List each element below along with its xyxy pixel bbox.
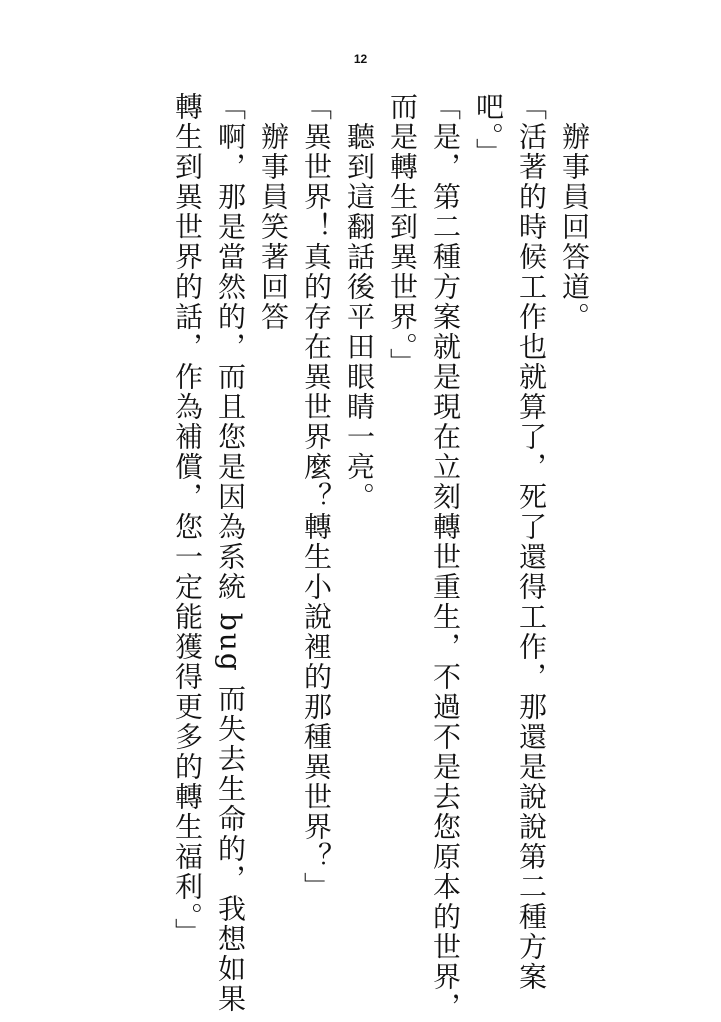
text-line-10: 轉生到異世界的話，作為補償，您一定能獲得更多的轉生福利。」 [171, 92, 204, 948]
text-line-3: 吧。」 [472, 92, 505, 168]
text-line-9: 「啊，那是當然的，而且您是因為系統 bug 而失去生命的，我想如果 [214, 92, 247, 1014]
vertical-text-body [130, 92, 591, 1022]
text-line-1: 辦事員回答道。 [558, 92, 591, 332]
text-line-4: 「是，第二種方案就是現在立刻轉世重生，不過不是去您原本的世界， [429, 92, 462, 1022]
text-line-2: 「活著的時候工作也就算了，死了還得工作，那還是說說第二種方案 [515, 92, 548, 992]
text-line-8: 辦事員笑著回答 [257, 92, 290, 332]
text-line-5: 而是轉生到異世界。」 [386, 92, 419, 378]
text-line-6: 聽到這翻話後平田眼睛一亮。 [343, 92, 376, 512]
page-number: 12 [353, 52, 368, 66]
text-line-7: 「異世界！真的存在異世界麼？轉生小說裡的那種異世界？」 [300, 92, 333, 902]
